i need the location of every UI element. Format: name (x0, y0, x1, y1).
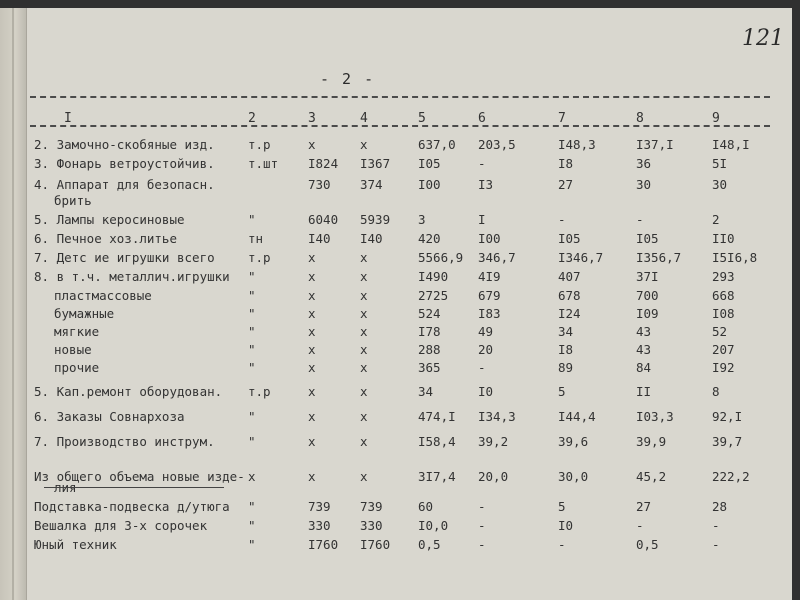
table-cell: x (308, 306, 316, 321)
table-cell: - (712, 518, 720, 533)
row-name-continued: лия (54, 480, 77, 495)
table-cell: - (478, 537, 486, 552)
table-cell: x (360, 384, 368, 399)
table-cell: I356,7 (636, 250, 682, 265)
row-name: 6. Заказы Совнархоза (34, 409, 185, 424)
table-cell: I760 (360, 537, 391, 552)
header-rule-top (30, 96, 770, 98)
table-cell: 89 (558, 360, 574, 375)
table-cell: 3 (418, 212, 426, 227)
column-header: 3 (308, 111, 316, 126)
table-cell: 20,0 (478, 469, 509, 484)
table-cell: 28 (712, 499, 728, 514)
table-cell: 52 (712, 324, 728, 339)
table-cell: 5I (712, 156, 728, 171)
table-cell: x (308, 469, 316, 484)
table-cell: " (248, 306, 256, 321)
table-cell: т.р (248, 250, 271, 265)
table-cell: I40 (308, 231, 331, 246)
table-cell: " (248, 360, 256, 375)
table-cell: x (360, 324, 368, 339)
table-cell: - (558, 537, 566, 552)
table-cell: I40 (360, 231, 383, 246)
table-cell: т.шт (248, 156, 279, 171)
row-name: Вешалка для 3-х сорочек (34, 518, 208, 533)
table-cell: 0,5 (636, 537, 659, 552)
table-cell: - (478, 518, 486, 533)
row-name: новые (54, 342, 92, 357)
table-cell: II (636, 384, 652, 399)
table-cell: - (478, 156, 486, 171)
table-cell: I490 (418, 269, 449, 284)
table-cell: x (360, 137, 368, 152)
table-cell: 5566,9 (418, 250, 464, 265)
row-name: 4. Аппарат для безопасн. (34, 177, 215, 192)
table-cell: " (248, 288, 256, 303)
table-cell: 374 (360, 177, 383, 192)
table-cell: 30,0 (558, 469, 589, 484)
table-cell: 365 (418, 360, 441, 375)
table-cell: 679 (478, 288, 501, 303)
table-cell: x (308, 360, 316, 375)
table-cell: 3I7,4 (418, 469, 456, 484)
table-cell: x (308, 342, 316, 357)
table-cell: x (360, 360, 368, 375)
table-cell: 8 (712, 384, 720, 399)
table-cell: 27 (636, 499, 652, 514)
table-cell: I34,3 (478, 409, 516, 424)
table-cell: 420 (418, 231, 441, 246)
table-cell: I8 (558, 156, 574, 171)
table-cell: 6040 (308, 212, 339, 227)
table-cell: 27 (558, 177, 574, 192)
table-cell: 49 (478, 324, 494, 339)
table-cell: I09 (636, 306, 659, 321)
table-cell: 739 (360, 499, 383, 514)
column-header: 2 (248, 111, 256, 126)
row-name: прочие (54, 360, 100, 375)
table-cell: I3 (478, 177, 494, 192)
table-cell: I03,3 (636, 409, 674, 424)
table-cell: I24 (558, 306, 581, 321)
table-cell: 43 (636, 324, 652, 339)
row-name: Юный техник (34, 537, 117, 552)
table-cell: - (636, 518, 644, 533)
row-name-continued: брить (54, 193, 92, 208)
table-cell: x (308, 409, 316, 424)
table-cell: x (360, 409, 368, 424)
table-cell: I8 (558, 342, 574, 357)
table-cell: 203,5 (478, 137, 516, 152)
table-cell: 30 (712, 177, 728, 192)
table-cell: x (308, 434, 316, 449)
table-cell: I824 (308, 156, 339, 171)
table-cell: x (360, 288, 368, 303)
table-cell: 39,9 (636, 434, 667, 449)
table-cell: I44,4 (558, 409, 596, 424)
table-cell: I48,I (712, 137, 750, 152)
table-cell: " (248, 324, 256, 339)
column-header: 8 (636, 111, 644, 126)
table-cell: I58,4 (418, 434, 456, 449)
table-cell: " (248, 269, 256, 284)
table-cell: I00 (418, 177, 441, 192)
row-name: мягкие (54, 324, 100, 339)
table-cell: 668 (712, 288, 735, 303)
table-cell: x (308, 288, 316, 303)
table-cell: " (248, 212, 256, 227)
table-cell: 36 (636, 156, 652, 171)
column-header: 6 (478, 111, 486, 126)
row-name: 5. Кап.ремонт оборудован. (34, 384, 223, 399)
table-cell: 2725 (418, 288, 449, 303)
binder-edge (0, 8, 27, 600)
table-cell: I760 (308, 537, 339, 552)
table-cell: I (478, 212, 486, 227)
table-cell: 5 (558, 384, 566, 399)
table-cell: II0 (712, 231, 735, 246)
table-cell: I05 (558, 231, 581, 246)
table-cell: тн (248, 231, 264, 246)
table-cell: I83 (478, 306, 501, 321)
table-cell: 5 (558, 499, 566, 514)
table-cell: 222,2 (712, 469, 750, 484)
table-cell: " (248, 409, 256, 424)
table-cell: 45,2 (636, 469, 667, 484)
table-cell: 39,2 (478, 434, 509, 449)
row-name: 8. в т.ч. металлич.игрушки (34, 269, 230, 284)
table-cell: I92 (712, 360, 735, 375)
table-cell: 407 (558, 269, 581, 284)
table-cell: 330 (308, 518, 331, 533)
table-cell: I367 (360, 156, 391, 171)
header-rule-bottom (30, 125, 770, 127)
table-cell: 92,I (712, 409, 743, 424)
row-name: бумажные (54, 306, 115, 321)
handwritten-page-annotation: 121 (742, 26, 784, 51)
table-cell: x (308, 137, 316, 152)
table-cell: 207 (712, 342, 735, 357)
table-cell: x (308, 250, 316, 265)
table-cell: 34 (418, 384, 434, 399)
table-cell: I0 (558, 518, 574, 533)
table-cell: x (360, 306, 368, 321)
row-name: Из общего объема новые изде- (34, 469, 245, 484)
table-cell: " (248, 499, 256, 514)
table-cell: I5I6,8 (712, 250, 758, 265)
table-cell: x (308, 324, 316, 339)
row-name: 5. Лампы керосиновые (34, 212, 185, 227)
row-name: 6. Печное хоз.литье (34, 231, 177, 246)
table-cell: I0 (478, 384, 494, 399)
table-cell: I78 (418, 324, 441, 339)
table-cell: x (360, 342, 368, 357)
table-cell: - (636, 212, 644, 227)
table-cell: 20 (478, 342, 494, 357)
table-cell: 700 (636, 288, 659, 303)
table-cell: - (478, 360, 486, 375)
table-cell: x (360, 469, 368, 484)
row-name: 7. Производство инструм. (34, 434, 215, 449)
table-cell: I37,I (636, 137, 674, 152)
column-header: 4 (360, 111, 368, 126)
table-cell: 330 (360, 518, 383, 533)
table-cell: " (248, 434, 256, 449)
table-cell: 34 (558, 324, 574, 339)
table-cell: 84 (636, 360, 652, 375)
table-cell: 288 (418, 342, 441, 357)
table-cell: 39,6 (558, 434, 589, 449)
table-cell: т.р (248, 137, 271, 152)
table-cell: I346,7 (558, 250, 604, 265)
row-name: 3. Фонарь ветроустойчив. (34, 156, 215, 171)
table-cell: " (248, 342, 256, 357)
table-cell: x (360, 269, 368, 284)
table-cell: " (248, 518, 256, 533)
table-cell: 346,7 (478, 250, 516, 265)
row-name: Подставка-подвеска д/утюга (34, 499, 230, 514)
table-cell: I0,0 (418, 518, 449, 533)
column-header: 7 (558, 111, 566, 126)
table-cell: 2 (712, 212, 720, 227)
table-cell: 730 (308, 177, 331, 192)
table-cell: I00 (478, 231, 501, 246)
row-name: 7. Детс ие игрушки всего (34, 250, 215, 265)
row-name: 2. Замочно-скобяные изд. (34, 137, 215, 152)
table-cell: I08 (712, 306, 735, 321)
table-cell: 739 (308, 499, 331, 514)
row-underline (44, 487, 224, 488)
table-cell: x (360, 434, 368, 449)
table-cell: I05 (418, 156, 441, 171)
table-cell: 39,7 (712, 434, 743, 449)
table-cell: 43 (636, 342, 652, 357)
table-cell: т.р (248, 384, 271, 399)
table-cell: x (308, 269, 316, 284)
column-header: I (64, 111, 72, 126)
table-cell: I48,3 (558, 137, 596, 152)
table-cell: 30 (636, 177, 652, 192)
column-header: 5 (418, 111, 426, 126)
table-cell: x (248, 469, 256, 484)
table-cell: 4I9 (478, 269, 501, 284)
table-cell: - (478, 499, 486, 514)
row-name: пластмассовые (54, 288, 152, 303)
table-cell: 293 (712, 269, 735, 284)
table-cell: x (360, 250, 368, 265)
table-cell: 5939 (360, 212, 391, 227)
table-cell: - (712, 537, 720, 552)
table-cell: 474,I (418, 409, 456, 424)
table-cell: 37I (636, 269, 659, 284)
page-number: - 2 - (320, 70, 376, 88)
table-cell: " (248, 537, 256, 552)
table-cell: 60 (418, 499, 434, 514)
table-cell: x (308, 384, 316, 399)
table-cell: - (558, 212, 566, 227)
document-page (0, 8, 792, 600)
table-cell: 524 (418, 306, 441, 321)
column-header: 9 (712, 111, 720, 126)
table-cell: 637,0 (418, 137, 456, 152)
table-cell: 678 (558, 288, 581, 303)
table-cell: 0,5 (418, 537, 441, 552)
table-cell: I05 (636, 231, 659, 246)
